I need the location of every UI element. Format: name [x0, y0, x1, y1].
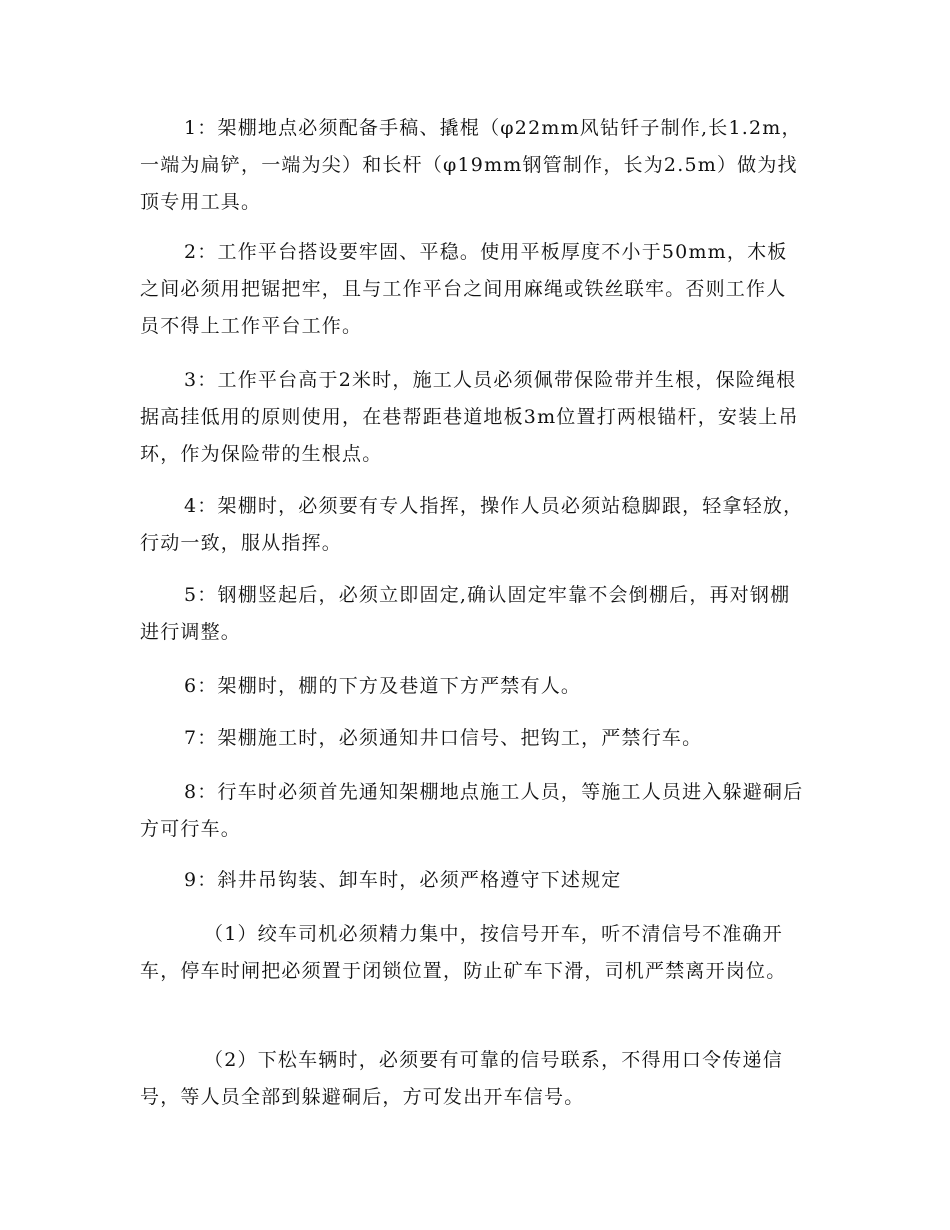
paragraph-9: 9：斜井吊钩装、卸车时，必须严格遵守下述规定 [184, 869, 622, 891]
paragraph-8: 8：行车时必须首先通知架棚地点施工人员，等施工人员进入躲避硐后方可行车。 [140, 781, 804, 840]
paragraph-3: 3：工作平台高于2米时，施工人员必须佩带保险带并生根，保险绳根据高挂低用的原则使用，在巷帮距巷道地板3m位置打两根锚杆，安装上吊环，作为保险带的生根点。 [140, 369, 799, 465]
paragraph-9-item-1: （1）绞车司机必须精力集中，按信号开车，听不清信号不准确开车，停车时闸把必须置于闭锁位置，防止矿车下滑，司机严禁离开岗位。 [140, 923, 787, 982]
paragraph-1: 1：架棚地点必须配备手稿、撬棍（φ22mm风钻钎子制作,长1.2m，一端为扁铲，一端为尖）和长杆（φ19mm钢管制作，长为2.5m）做为找顶专用工具。 [140, 117, 802, 213]
paragraph-2: 2：工作平台搭设要牢固、平稳。使用平板厚度不小于50mm，木板之间必须用把锯把牢，且与工作平台之间用麻绳或铁丝联牢。否则工作人员不得上工作平台工作。 [140, 241, 788, 337]
paragraph-4: 4：架棚时，必须要有专人指挥，操作人员必须站稳脚跟，轻拿轻放，行动一致，服从指挥。 [140, 495, 804, 554]
paragraph-9-item-2: （2）下松车辆时，必须要有可靠的信号联系，不得用口令传递信号，等人员全部到躲避硐后，方可发出开车信号。 [140, 1049, 783, 1108]
paragraph-6: 6：架棚时，棚的下方及巷道下方严禁有人。 [184, 675, 582, 697]
paragraph-5: 5：钢棚竖起后，必须立即固定,确认固定牢靠不会倒棚后，再对钢棚进行调整。 [140, 584, 791, 643]
paragraph-7: 7：架棚施工时，必须通知井口信号、把钩工，严禁行车。 [184, 727, 703, 749]
